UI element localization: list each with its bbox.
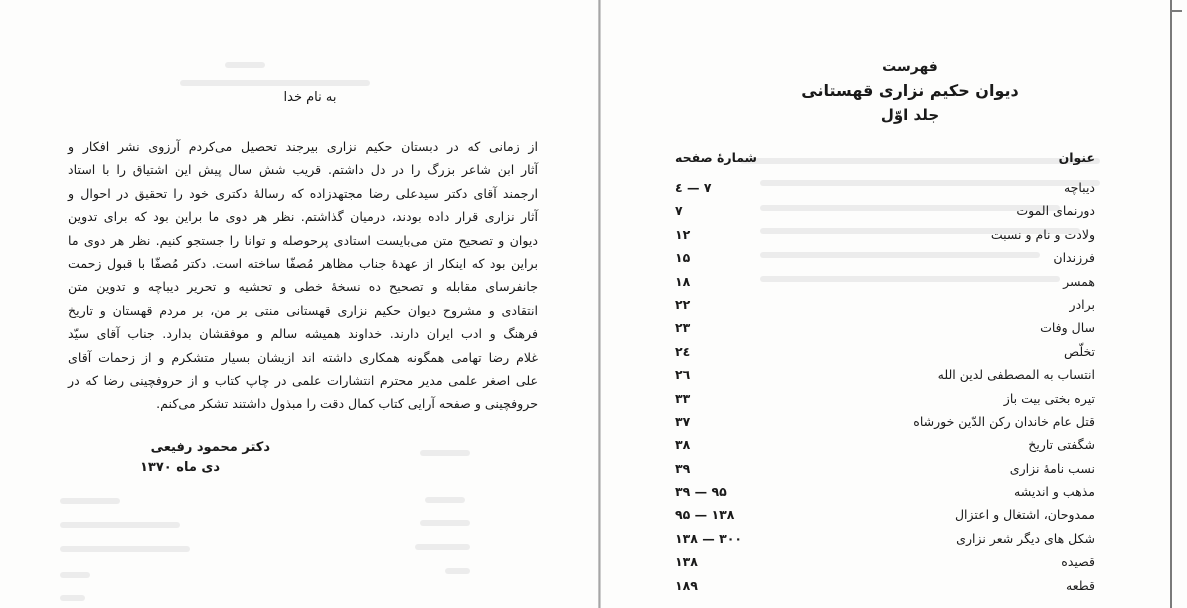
toc-entry-title: دورنمای الموت	[1016, 203, 1095, 219]
toc-entry-page: ۷ — ٤	[675, 180, 712, 195]
toc-entry-page: ۹۵ — ۳۹	[675, 484, 727, 500]
toc-entry-page: ۳۹	[675, 460, 691, 476]
preface-line: ارجمند آقای دکتر سیدعلی رضا مجتهدزاده که رسالهٔ دکتری خود را تحقیق در احوال و	[68, 185, 538, 201]
toc-entry[interactable]	[675, 178, 1095, 201]
toc-entry[interactable]	[675, 272, 1095, 295]
preface-line: از زمانی که در دبستان حکیم نزاری بیرجند تحصیل می‌کردم آرزوی نشر افکار و	[68, 139, 538, 154]
preface-line: آثار نزاری قرار داده بودند، درمیان گذاشتم. نظر هر دوی ما براین بود که برای تدوین	[68, 209, 538, 225]
toc-entry[interactable]	[675, 389, 1095, 412]
toc-entry[interactable]	[675, 505, 1095, 528]
toc-entry-page: ۳۸	[675, 437, 691, 453]
toc-entry-title: مذهب و اندیشه	[1014, 484, 1095, 500]
bleed-through-mark	[225, 62, 265, 68]
page-edge-tick	[1172, 10, 1182, 12]
toc-header	[760, 55, 1060, 127]
page-gutter	[598, 0, 601, 608]
column-header-page: شمارهٔ صفحه	[675, 150, 757, 165]
bleed-through-mark	[60, 595, 85, 601]
toc-entry-title: فرزندان	[1053, 250, 1095, 266]
preface-date: دی ماه ۱۳۷۰	[140, 460, 220, 475]
preface-line: حروفچینی و صفحه آرایی کتاب کمال دقت را مبذول داشتند تشکر می‌کنم.	[156, 396, 538, 412]
toc-entry-title: نسب نامهٔ نزاری	[1009, 460, 1095, 476]
toc-entry-title: ممدوحان، اشتغال و اعتزال	[954, 507, 1095, 523]
toc-entry[interactable]	[675, 435, 1095, 458]
toc-entry-page: ۷	[675, 203, 683, 219]
toc-entry-title: سال وفات	[1040, 320, 1095, 336]
preface-text	[68, 135, 538, 416]
toc-entry[interactable]	[675, 576, 1095, 599]
toc-entry-title: قصیده	[1061, 554, 1095, 570]
preface-line: براین بود که اینکار از عهدهٔ جناب مظاهر مُصفّا ساخته است. دکتر مُصفّا با قبول زحمت	[68, 256, 538, 272]
toc-entry-title: قطعه	[1066, 577, 1095, 593]
toc-column-headers	[675, 150, 1095, 170]
preface-line: انتقادی و مشروح دیوان حکیم نزاری قهستانی منتی بر من، بر مردم قهستان و تاریخ	[68, 302, 538, 318]
toc-entry-page: ۱۸۹	[675, 577, 698, 593]
toc-entry-title: قتل عام خاندان رکن الدّین خورشاه	[913, 413, 1095, 429]
toc-entry-page: ۱۲	[675, 226, 691, 242]
toc-entry-title: برادر	[1069, 296, 1095, 312]
preface-line: جانفرسای مقابله و تصحیح ده نسخهٔ خطی و تحشیه و تحریر دیباچه و تدوین متن	[68, 279, 538, 295]
toc-entry[interactable]	[675, 248, 1095, 271]
toc-entry[interactable]	[675, 552, 1095, 575]
toc-entry[interactable]	[675, 342, 1095, 365]
toc-entry-title: تخلّص	[1064, 343, 1095, 359]
toc-entry-title: ولادت و نام و نسبت	[990, 226, 1095, 242]
toc-entry[interactable]	[675, 201, 1095, 224]
toc-entry[interactable]	[675, 482, 1095, 505]
toc-entry[interactable]	[675, 529, 1095, 552]
bismillah-heading: به نام خدا	[283, 90, 337, 105]
toc-entry-page: ۳۰۰ — ۱۳۸	[675, 530, 742, 546]
preface-line: علی اصغر علمی مدیر محترم انتشارات علمی در چاپ کتاب و از حروفچینی رضا که در	[68, 373, 538, 389]
toc-entry-page: ۱۳۸	[675, 554, 698, 570]
preface-line: دیوان و تصحیح متن می‌بایست استادی پرحوصله و توانا را جستجو کنیم. نظر هر دوی ما	[68, 232, 538, 248]
toc-title: فهرست	[882, 59, 938, 75]
toc-entry-page: ۲٦	[675, 367, 691, 383]
toc-entry[interactable]	[675, 459, 1095, 482]
book-title: دیوان حکیم نزاری قهستانی	[801, 81, 1019, 100]
toc-entry-title: انتساب به المصطفی لدین الله	[937, 367, 1095, 383]
toc-entry[interactable]	[675, 365, 1095, 388]
preface-line: فرهنگ و ادب ایران دارند. خداوند همیشه سالم و موفقشان بدارد. جناب آقای سیّد	[68, 326, 538, 342]
toc-entry-page: ۳۷	[675, 413, 691, 429]
volume-label: جلد اوّل	[880, 106, 940, 124]
toc-entry[interactable]	[675, 225, 1095, 248]
preface-line: آثار ابن شاعر بزرگ را در دل داشتم. قریب شش سال پیش این اشتیاق را با استاد	[68, 162, 538, 178]
column-header-title: عنوان	[1058, 150, 1095, 165]
toc-entry-page: ۱۸	[675, 273, 691, 289]
toc-entry-title: تیره بختی بیت باز	[1003, 390, 1095, 406]
left-page	[40, 80, 545, 580]
toc-entry-title: دیباچه	[1063, 180, 1095, 195]
toc-list	[675, 178, 1095, 599]
toc-entry-page: ۲٤	[675, 343, 691, 359]
toc-entry-title: شکل های دیگر شعر نزاری	[956, 530, 1095, 546]
toc-entry-page: ۲۳	[675, 320, 691, 336]
page-edge	[1170, 0, 1172, 608]
toc-entry-page: ۲۲	[675, 296, 691, 312]
toc-entry[interactable]	[675, 318, 1095, 341]
toc-entry-page: ۱۳۸ — ۹۵	[675, 507, 735, 523]
toc-entry-page: ۳۳	[675, 390, 691, 406]
toc-entry[interactable]	[675, 295, 1095, 318]
preface-line: غلام رضا تهامی همگونه همکاری داشته اند ازیشان بسیار متشکرم و از زحمات آقای	[68, 349, 538, 365]
toc-entry-title: همسر	[1063, 273, 1095, 289]
author-signature: دکتر محمود رفیعی	[150, 440, 270, 455]
toc-entry[interactable]	[675, 412, 1095, 435]
toc-entry-page: ۱۵	[675, 250, 691, 266]
toc-entry-title: شگفتی تاریخ	[1028, 437, 1095, 453]
